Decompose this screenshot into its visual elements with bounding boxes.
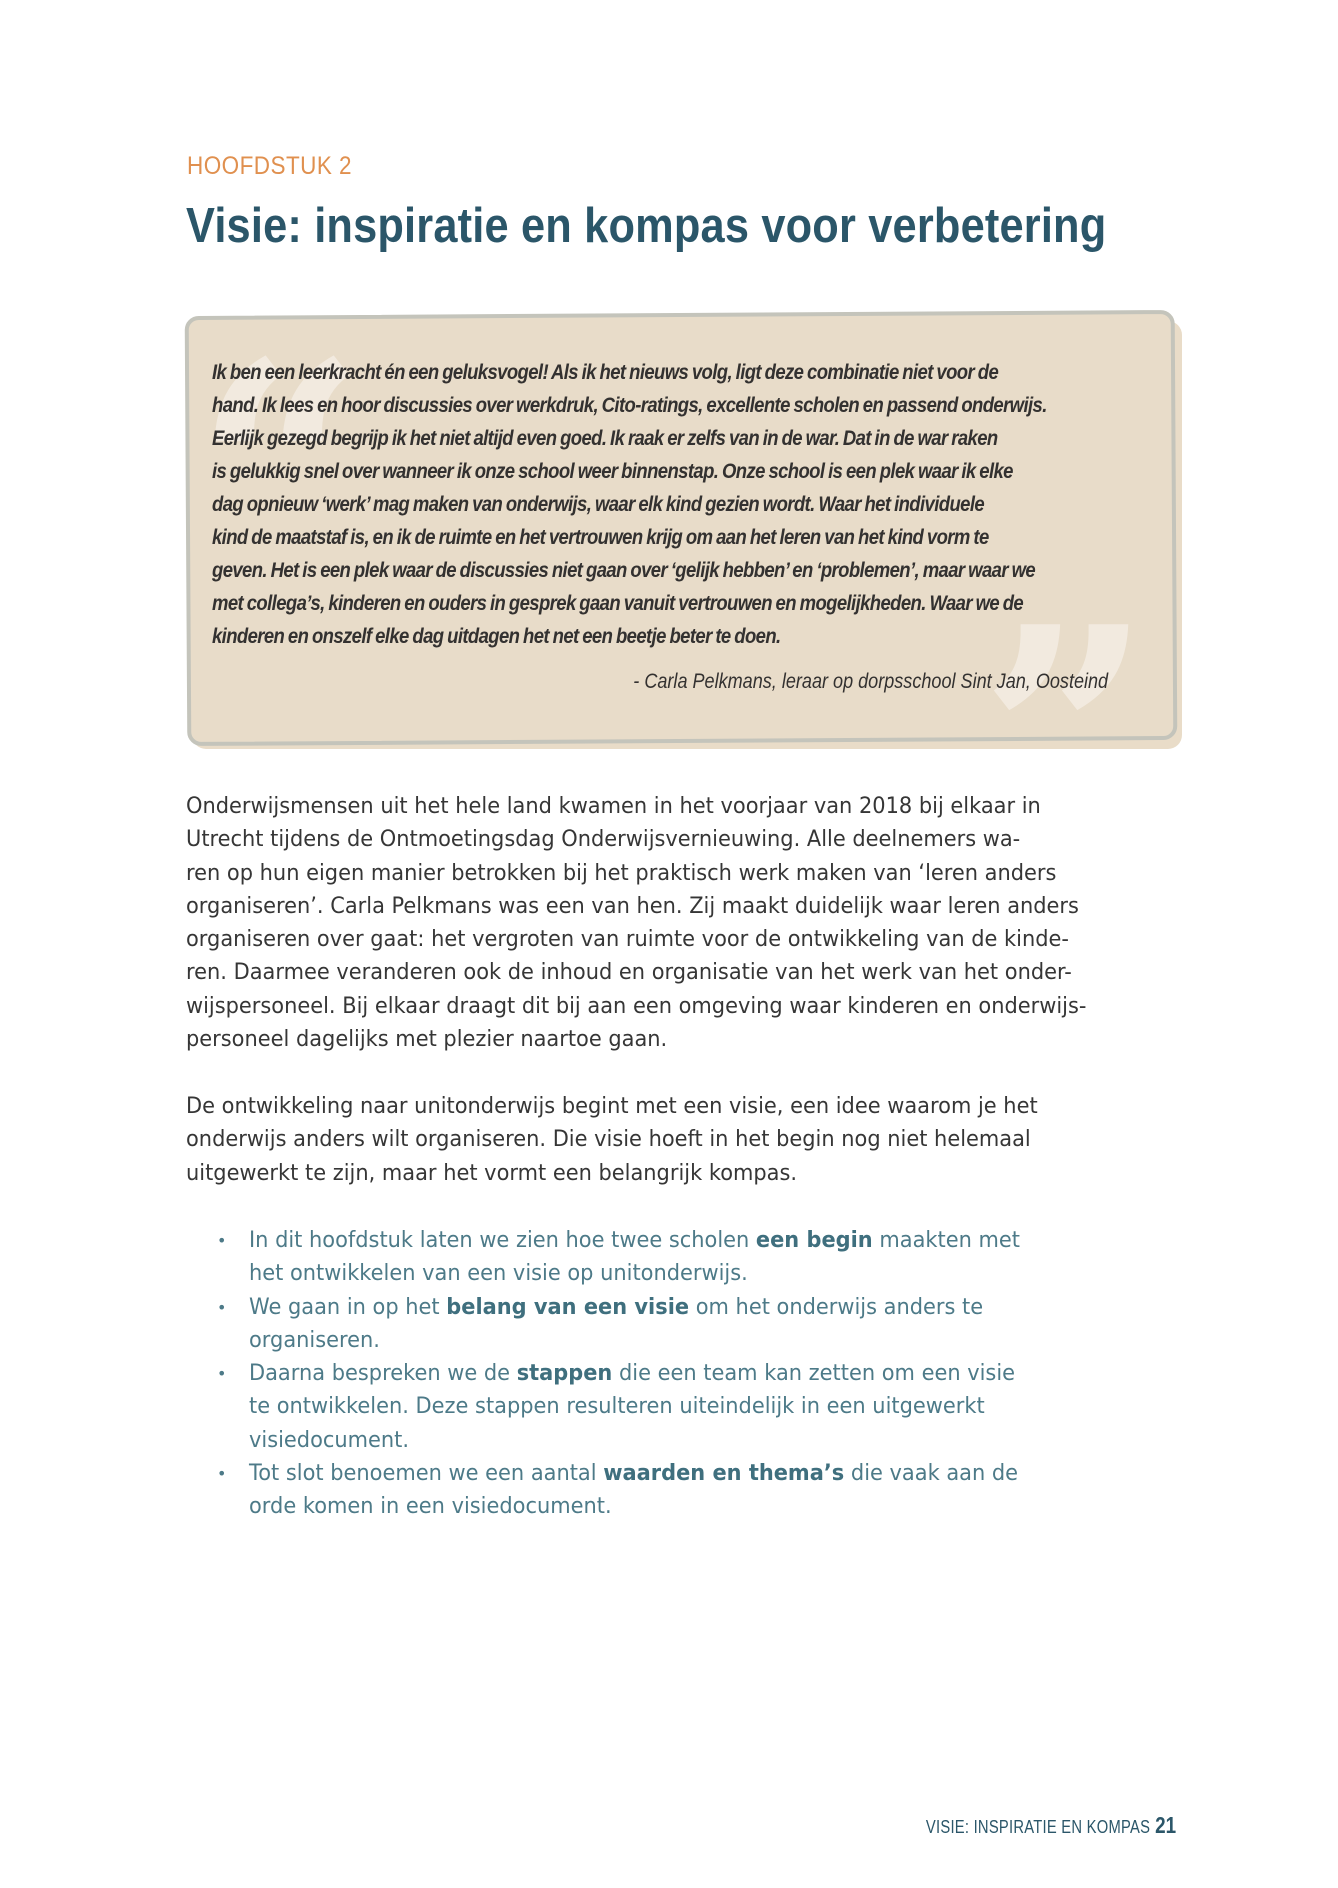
quote-attribution: - Carla Pelkmans, leraar op dorpsschool Sint Jan, Oosteind (633, 670, 1108, 693)
paragraph-line: uitgewerkt te zijn, maar het vormt een belangrijk kompas. (186, 1159, 798, 1186)
quote-line: dag opnieuw ‘werk’ mag maken van onderwijs, waar elk kind gezien wordt. Waar het individuele (212, 492, 985, 516)
list-item (186, 1457, 1166, 1524)
emphasis: belang van een visie (446, 1293, 690, 1320)
close-quote-mark-icon: ” (979, 561, 1152, 914)
chapter-overview-list (186, 1224, 1166, 1524)
list-item-line: We gaan in op het belang van een visie om het onderwijs anders te (249, 1293, 984, 1320)
quote-line: Ik ben een leerkracht én een geluksvogel! Als ik het nieuws volg, ligt deze combinatie niet voor de (212, 360, 999, 384)
quote-line: kinderen en onszelf elke dag uitdagen het net een beetje beter te doen. (212, 624, 781, 648)
paragraph-line: Utrecht tijdens de Ontmoetingsdag Onderwijsvernieuwing. Alle deelnemers wa- (186, 826, 1021, 853)
running-title: VISIE: INSPIRATIE EN KOMPAS (925, 1817, 1151, 1837)
quote-line: met collega’s, kinderen en ouders in gesprek gaan vanuit vertrouwen en mogelijkheden. Waar we de (212, 591, 1024, 615)
quote-line: Eerlijk gezegd begrijp ik het niet altijd even goed. Ik raak er zelfs van in de war. Dat in de war raken (212, 426, 998, 450)
list-item-line: In dit hoofdstuk laten we zien hoe twee scholen een begin maakten met (249, 1227, 1020, 1253)
page-footer (926, 1812, 1176, 1839)
emphasis: waarden en thema’s (603, 1460, 845, 1487)
list-item-line: te ontwikkelen. Deze stappen resulteren uiteindelijk in een uitgewerkt (249, 1393, 985, 1420)
list-item-line: orde komen in een visiedocument. (249, 1493, 612, 1520)
quote-line: is gelukkig snel over wanneer ik onze school weer binnenstap. Onze school is een plek waar ik elke (212, 459, 1013, 483)
body-paragraph-intro (186, 790, 1166, 1056)
open-quote-mark-icon: “ (194, 296, 367, 649)
quote-line: hand. Ik lees en hoor discussies over werkdruk, Cito-ratings, excellente scholen en passend onderwijs. (212, 393, 1047, 417)
paragraph-line: organiseren over gaat: het vergroten van ruimte voor de ontwikkeling van de kinde- (186, 926, 1069, 953)
paragraph-line: onderwijs anders wilt organiseren. Die visie hoeft in het begin nog niet helemaal (186, 1126, 1031, 1153)
quote-line: geven. Het is een plek waar de discussies niet gaan over ‘gelijk hebben’ en ‘problemen’, maar waar we (212, 558, 1036, 582)
emphasis: een begin (755, 1227, 873, 1253)
page-number: 21 (1155, 1812, 1176, 1838)
list-item (186, 1224, 1166, 1291)
list-item-line: Daarna bespreken we de stappen die een team kan zetten om een visie (249, 1360, 1016, 1387)
bullet-icon: • (217, 1364, 227, 1384)
chapter-label: HOOFDSTUK 2 (187, 152, 352, 180)
paragraph-line: De ontwikkeling naar unitonderwijs begint met een visie, een idee waarom je het (186, 1093, 1038, 1119)
paragraph-line: ren op hun eigen manier betrokken bij het praktisch werk maken van ‘leren anders (186, 859, 1057, 886)
bullet-icon: • (217, 1464, 227, 1484)
bullet-icon: • (217, 1231, 227, 1250)
paragraph-line: wijspersoneel. Bij elkaar draagt dit bij aan een omgeving waar kinderen en onderwijs- (186, 992, 1087, 1019)
quote-text (212, 356, 1172, 653)
page-title: Visie: inspiratie en kompas voor verbetering (186, 199, 1107, 253)
paragraph-line: ren. Daarmee veranderen ook de inhoud en organisatie van het werk van het onder- (186, 959, 1072, 986)
list-item (186, 1357, 1166, 1457)
emphasis: stappen (516, 1360, 613, 1387)
list-item-line: visiedocument. (249, 1426, 410, 1453)
bullet-icon: • (217, 1297, 227, 1317)
paragraph-line: Onderwijsmensen uit het hele land kwamen in het voorjaar van 2018 bij elkaar in (186, 793, 1041, 819)
list-item (186, 1291, 1166, 1358)
list-item-line: het ontwikkelen van een visie op unitonderwijs. (249, 1260, 748, 1287)
list-item-line: organiseren. (249, 1326, 380, 1353)
body-paragraph-vision (186, 1090, 1166, 1190)
list-item-line: Tot slot benoemen we een aantal waarden en thema’s die vaak aan de (249, 1460, 1019, 1487)
quote-line: kind de maatstaf is, en ik de ruimte en het vertrouwen krijg om aan het leren van het kind vorm te (212, 525, 989, 549)
paragraph-line: personeel dagelijks met plezier naartoe gaan. (186, 1026, 668, 1053)
paragraph-line: organiseren’. Carla Pelkmans was een van hen. Zij maakt duidelijk waar leren anders (186, 892, 1079, 919)
